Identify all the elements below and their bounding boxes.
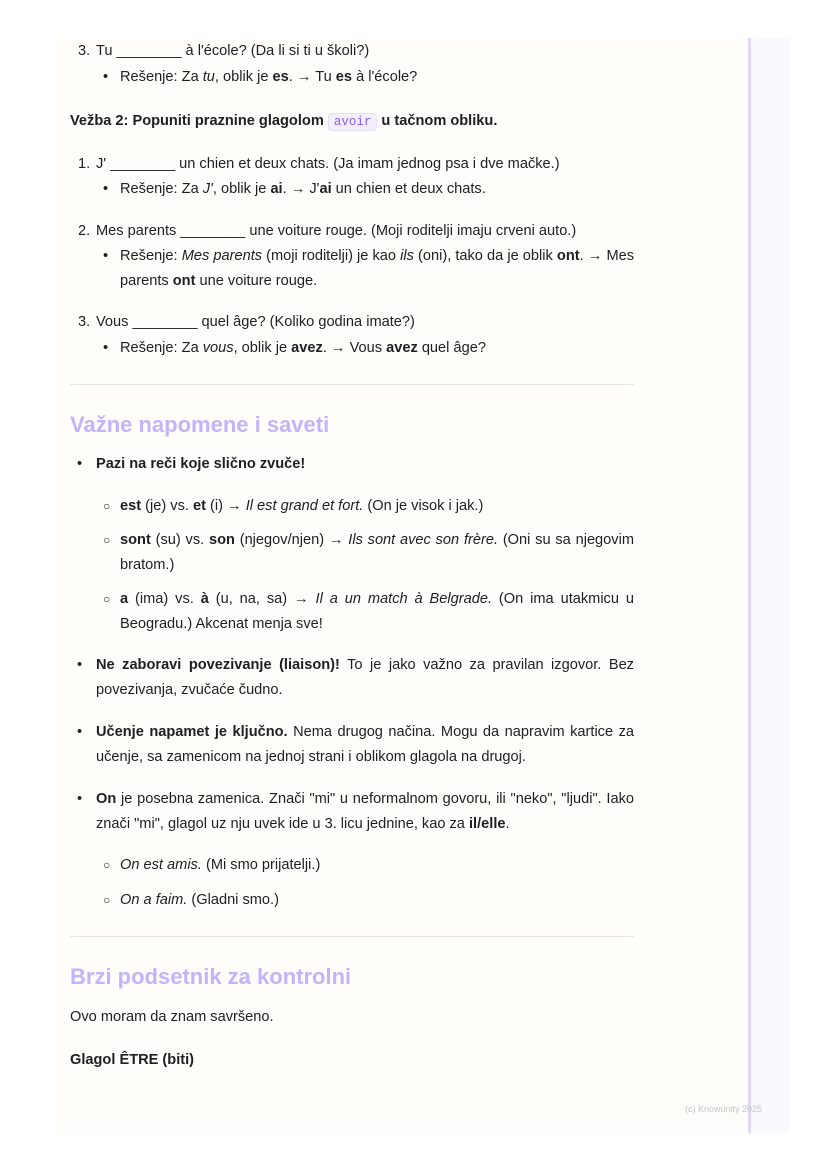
text-run: (Gladni smo.) bbox=[187, 891, 279, 908]
side-margin bbox=[751, 38, 790, 1133]
bullet-icon: • bbox=[77, 657, 83, 673]
text-run: et bbox=[192, 497, 206, 514]
hollow-bullet-icon: ○ bbox=[103, 498, 111, 513]
text-run: (ima) vs. bbox=[128, 591, 201, 607]
text-run: To je jako važno za pravilan izgovor. Bez povezivanja, zvučaće čudno. bbox=[96, 657, 634, 698]
text-run: Ils sont avec son frère. bbox=[348, 532, 499, 548]
text-run: Rešenje: Za bbox=[120, 68, 203, 85]
text-run: un chien et deux chats. bbox=[331, 181, 486, 197]
item-number: 3. bbox=[78, 314, 91, 330]
bullet-icon: • bbox=[103, 248, 109, 264]
text-run: Mes parents ________ une voiture rouge. (Moji roditelji imaju crveni auto.) bbox=[96, 222, 577, 239]
bullet-icon: • bbox=[103, 181, 109, 197]
text-run: (On ima utakmicu u Beogradu.) Akcenat menja sve! bbox=[120, 591, 634, 632]
solution-bullet bbox=[70, 336, 634, 361]
text-run: avez bbox=[291, 339, 323, 356]
paragraph bbox=[70, 1005, 634, 1030]
text-run: ai bbox=[319, 181, 332, 197]
bullet-item bbox=[70, 452, 634, 477]
item-number: 3. bbox=[78, 43, 91, 59]
item-number: 1. bbox=[78, 155, 91, 172]
text-run: je posebna zamenica. Znači "mi" u neformalnom govoru, ili "neko", "ljudi". Iako znači "mi", glagol uz nju uvek ide u 3. licu jednine, kao za bbox=[96, 791, 634, 832]
text-run: , oblik je bbox=[214, 68, 273, 85]
hollow-bullet-icon: ○ bbox=[103, 533, 111, 547]
text-run: (Mi smo prijatelji.) bbox=[201, 857, 321, 873]
sub-bullet-item bbox=[70, 587, 634, 636]
text-run: (je) vs. bbox=[141, 497, 193, 514]
text-run: Nema drugog načina. Mogu da napravim kartice za učenje, sa zamenicom na jednoj strani i oblikom glagola na drugoj. bbox=[96, 724, 634, 765]
text-run: (On je visok i jak.) bbox=[363, 497, 484, 514]
bullet-item bbox=[70, 787, 634, 836]
text-run: ai bbox=[270, 181, 283, 197]
item-number: 2. bbox=[78, 222, 91, 239]
text-run: Učenje napamet je ključno. bbox=[96, 724, 288, 740]
paragraph bbox=[70, 1048, 634, 1073]
solution-bullet bbox=[70, 244, 634, 293]
bullet-icon: • bbox=[77, 791, 83, 807]
text-run: . → J' bbox=[282, 181, 320, 197]
text-run: sont bbox=[120, 532, 151, 548]
numbered-item bbox=[70, 152, 634, 177]
sub-bullet-item bbox=[70, 528, 634, 577]
text-run: (moji roditelji) je kao bbox=[262, 248, 401, 264]
text-run: Tu ________ à l'école? (Da li si ti u školi?) bbox=[96, 43, 370, 59]
section-heading: Važne napomene i saveti bbox=[70, 412, 330, 437]
hollow-bullet-icon: ○ bbox=[103, 592, 111, 606]
numbered-item bbox=[70, 219, 634, 244]
text-run: vous bbox=[202, 339, 234, 356]
numbered-item bbox=[70, 310, 634, 335]
text-run: ont bbox=[172, 272, 196, 289]
text-run: On est amis. bbox=[120, 857, 202, 873]
solution-bullet bbox=[70, 177, 634, 202]
sub-bullet-item bbox=[70, 494, 634, 519]
text-run: a bbox=[120, 591, 129, 607]
text-run: On bbox=[96, 791, 117, 807]
sub-bullet-item bbox=[70, 888, 634, 913]
text-run: Rešenje: Za bbox=[120, 181, 203, 197]
text-run: son bbox=[208, 532, 235, 548]
text-run: . → Vous bbox=[322, 339, 387, 356]
bullet-item bbox=[70, 653, 634, 702]
text-run: est bbox=[120, 497, 142, 514]
text-run: Rešenje: bbox=[120, 248, 182, 264]
text-run: u tačnom obliku. bbox=[377, 113, 498, 129]
text-run: (su) vs. bbox=[150, 532, 209, 548]
bullet-item bbox=[70, 720, 634, 769]
section-divider bbox=[70, 936, 634, 937]
text-run: es bbox=[335, 68, 353, 85]
text-run: Vežba 2: Popuniti praznine glagolom bbox=[70, 113, 328, 129]
text-run: ils bbox=[400, 248, 414, 264]
text-run: il/elle bbox=[468, 815, 506, 832]
text-run: Mes parents bbox=[181, 248, 263, 264]
text-run: Il a un match à Belgrade. bbox=[315, 591, 493, 607]
paragraph bbox=[70, 109, 634, 135]
hollow-bullet-icon: ○ bbox=[103, 858, 111, 872]
text-run: avez bbox=[386, 339, 418, 356]
bullet-icon: • bbox=[103, 339, 109, 356]
text-run: Pazi na reči koje slično zvuče! bbox=[96, 456, 306, 472]
section-divider bbox=[70, 384, 634, 385]
hollow-bullet-icon: ○ bbox=[103, 892, 111, 907]
numbered-item bbox=[70, 39, 634, 64]
text-run: , oblik je bbox=[212, 181, 271, 197]
text-run: . → Tu bbox=[288, 68, 336, 85]
text-run: Glagol ÊTRE (biti) bbox=[70, 1051, 195, 1068]
bullet-icon: • bbox=[103, 68, 109, 85]
text-run: , oblik je bbox=[233, 339, 292, 356]
text-run: Ovo moram da znam savršeno. bbox=[70, 1009, 274, 1025]
text-run: (njegov/njen) → bbox=[234, 532, 349, 548]
text-run: ont bbox=[556, 248, 580, 264]
text-run: J' ________ un chien et deux chats. (Ja imam jednog psa i dve mačke.) bbox=[96, 155, 560, 172]
text-run: J' bbox=[202, 181, 213, 197]
text-run: une voiture rouge. bbox=[195, 272, 318, 289]
inline-code: avoir bbox=[328, 113, 378, 131]
bullet-icon: • bbox=[77, 724, 83, 740]
text-run: . bbox=[505, 815, 510, 832]
text-run: Il est grand et fort. bbox=[245, 497, 364, 514]
text-run: . → Mes parents bbox=[120, 248, 635, 289]
document-content bbox=[70, 39, 634, 1072]
text-run: tu bbox=[202, 68, 215, 85]
text-run: (i) → bbox=[205, 497, 246, 514]
text-run: (oni), tako da je oblik bbox=[413, 248, 557, 264]
text-run: Rešenje: Za bbox=[120, 339, 203, 356]
text-run: On a faim. bbox=[120, 891, 188, 908]
solution-bullet bbox=[70, 65, 634, 90]
text-run: (Oni su sa njegovim bratom.) bbox=[120, 532, 634, 573]
text-run: quel âge? bbox=[417, 339, 486, 356]
text-run: Vous ________ quel âge? (Koliko godina imate?) bbox=[96, 314, 415, 330]
bullet-icon: • bbox=[77, 456, 83, 472]
text-run: (u, na, sa) → bbox=[208, 591, 316, 607]
sub-bullet-item bbox=[70, 853, 634, 878]
text-run: es bbox=[272, 68, 289, 85]
text-run: à l'école? bbox=[352, 68, 418, 85]
section-heading: Brzi podsetnik za kontrolni bbox=[70, 964, 352, 989]
text-run: à bbox=[200, 591, 209, 607]
text-run: Ne zaboravi povezivanje (liaison)! bbox=[96, 657, 340, 673]
copyright-footer: (c) Knowunity 2025 bbox=[685, 1104, 763, 1114]
